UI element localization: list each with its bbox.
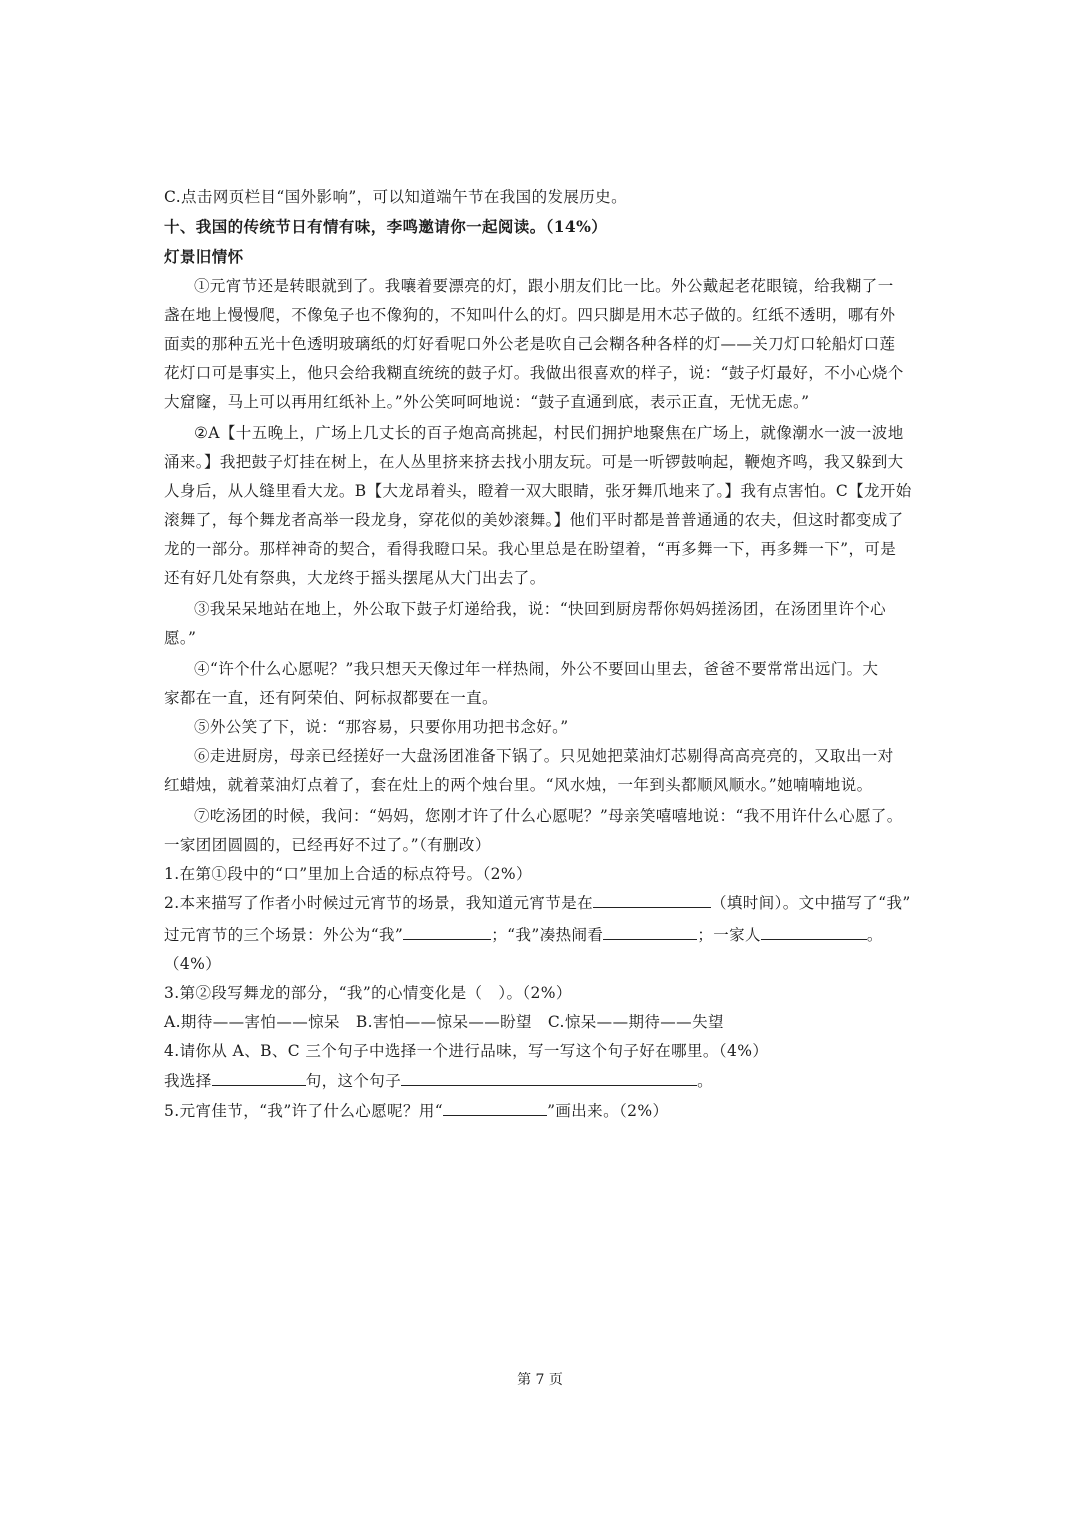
passage-line: ③我呆呆地站在地上，外公取下鼓子灯递给我，说：“快回到厨房帮你妈妈搓汤团，在汤团里许个心	[194, 600, 887, 618]
underline-sample	[443, 1097, 547, 1116]
section-heading: 十、我国的传统节日有情有味，李鸣邀请你一起阅读。（14%）	[164, 217, 608, 236]
page-number: 第 7 页	[517, 1372, 563, 1388]
passage-title: 灯景旧情怀	[164, 247, 244, 266]
answer-blank-time[interactable]	[593, 889, 711, 908]
period: 。	[866, 926, 883, 944]
passage-line: 花灯口可是事实上，他只会给我糊直统统的鼓子灯。我做出很喜欢的样子，说：“鼓子灯最好，不小心烧个	[164, 364, 904, 382]
scene-2-label: ；“我”凑热闹看	[491, 926, 604, 944]
question-5-tail: ”画出来。（2%）	[547, 1102, 669, 1120]
passage-line: 还有好几处有祭典，大龙终于摇头摆尾从大门出去了。	[164, 569, 546, 587]
passage-line: ④“许个什么心愿呢？”我只想天天像过年一样热闹，外公不要回山里去，爸爸不要常常出远门。大	[194, 660, 879, 678]
question-5-text: 5.元宵佳节，“我”许了什么心愿呢？用“	[164, 1102, 444, 1120]
passage-line: 面卖的那种五光十色透明玻璃纸的灯好看呢口外公老是吹自己会糊各种各样的灯——关刀灯口轮船灯口莲	[164, 335, 896, 353]
passage-line: ①元宵节还是转眼就到了。我嚷着要漂亮的灯，跟小朋友们比一比。外公戴起老花眼镜，给我糊了一	[194, 277, 894, 295]
question-2-scenes	[164, 920, 950, 950]
scene-1-label: 过元宵节的三个场景：外公为“我”	[164, 926, 404, 944]
question-4-answer	[164, 1066, 950, 1096]
period: 。	[697, 1072, 714, 1090]
choice-label: 我选择	[164, 1072, 212, 1090]
question-3: 3.第②段写舞龙的部分，“我”的心情变化是（ ）。（2%）	[164, 984, 572, 1002]
passage-line: ⑤外公笑了下，说：“那容易，只要你用功把书念好。”	[194, 718, 569, 736]
answer-blank-choice[interactable]	[212, 1067, 306, 1086]
passage-line: 盏在地上慢慢爬，不像兔子也不像狗的，不知叫什么的灯。四只脚是用木芯子做的。红纸不透明，哪有外	[164, 306, 896, 324]
question-2	[164, 888, 950, 918]
answer-blank-scene-1[interactable]	[403, 921, 491, 940]
passage-line: 家都在一直，还有阿荣伯、阿标叔都要在一直。	[164, 689, 498, 707]
passage-line: ⑦吃汤团的时候，我问：“妈妈，您刚才许了什么心愿呢？”母亲笑嘻嘻地说：“我不用许什么心愿了。	[194, 807, 903, 825]
passage-line: 愿。”	[164, 629, 197, 647]
passage-line: 涌来。】我把鼓子灯挂在树上，在人丛里挤来挤去找小朋友玩。可是一听锣鼓响起，鞭炮齐鸣，我又躲到大	[164, 453, 904, 471]
question-5	[164, 1096, 950, 1126]
passage-line: 龙的一部分。那样神奇的契合，看得我瞪口呆。我心里总是在盼望着，“再多舞一下，再多舞一下”，可是	[164, 540, 897, 558]
passage-line: ⑥走进厨房，母亲已经搓好一大盘汤团准备下锅了。只见她把菜油灯芯剔得高高亮亮的，又取出一对	[194, 747, 894, 765]
passage-line: 红蜡烛，就着菜油灯点着了，套在灶上的两个烛台里。“风水烛，一年到头都顺风顺水。”她喃喃地说。	[164, 776, 873, 794]
scene-3-label: ；一家人	[697, 926, 761, 944]
passage-line: 大窟窿，马上可以再用红纸补上。”外公笑呵呵地说：“鼓子直通到底，表示正直，无忧无虑。”	[164, 393, 810, 411]
question-2-score: （4%）	[164, 955, 222, 973]
sentence-label: 句，这个句子	[305, 1072, 402, 1090]
passage-line: ②A【十五晚上，广场上几丈长的百子炮高高挑起，村民们拥护地聚焦在广场上，就像潮水一波一波地	[194, 424, 904, 442]
answer-blank-reason[interactable]	[401, 1067, 697, 1086]
question-2-text: 2.本来描写了作者小时候过元宵节的场景，我知道元宵节是在	[164, 894, 593, 912]
option-c-text: C.点击网页栏目“国外影响”，可以知道端午节在我国的发展历史。	[164, 188, 627, 206]
passage-line: 人身后，从人缝里看大龙。B【大龙昂着头，瞪着一双大眼睛，张牙舞爪地来了。】我有点害怕。C【龙开始	[164, 482, 912, 500]
question-4: 4.请你从 A、B、C 三个句子中选择一个进行品味，写一写这个句子好在哪里。（4%）	[164, 1042, 769, 1060]
answer-blank-scene-2[interactable]	[603, 921, 697, 940]
answer-blank-scene-3[interactable]	[761, 921, 867, 940]
question-2-text-tail: （填时间）。文中描写了“我”	[711, 894, 911, 912]
passage-line: 滚舞了，每个舞龙者高举一段龙身，穿花似的美妙滚舞。】他们平时都是普普通通的农夫，但这时都变成了	[164, 511, 904, 529]
question-1: 1.在第①段中的“口”里加上合适的标点符号。（2%）	[164, 865, 532, 883]
passage-line: 一家团团圆圆的，已经再好不过了。”（有删改）	[164, 836, 491, 854]
question-3-options: A.期待——害怕——惊呆 B.害怕——惊呆——盼望 C.惊呆——期待——失望	[164, 1013, 724, 1031]
